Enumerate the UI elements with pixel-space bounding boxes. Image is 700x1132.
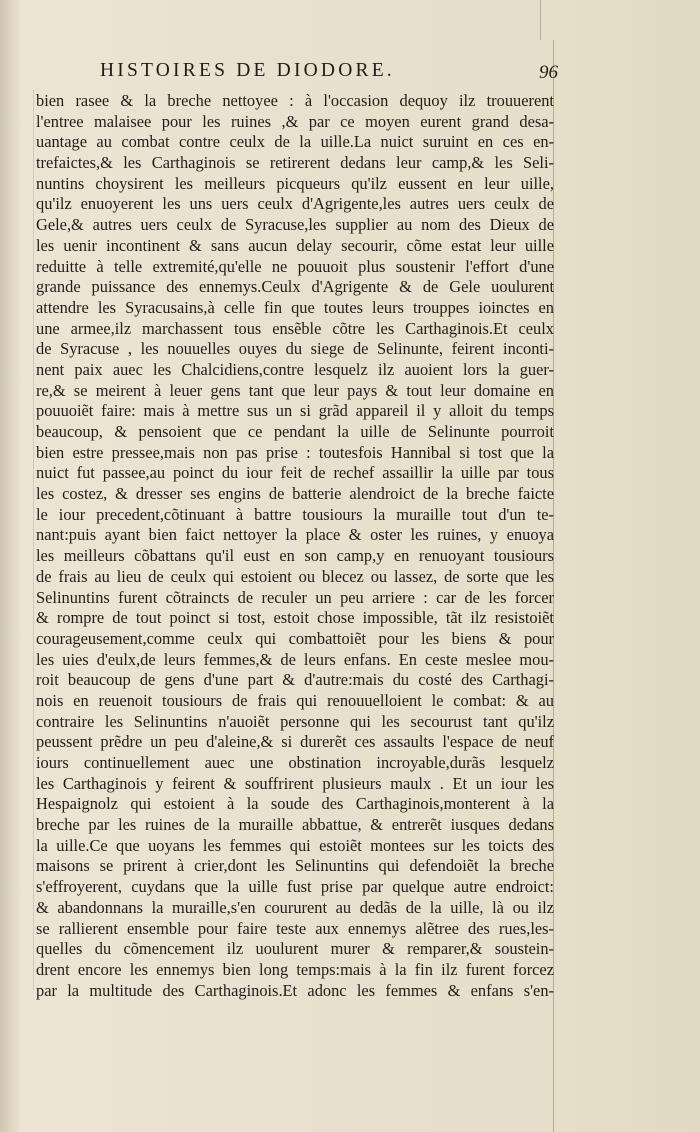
text-line: maisons se prirent à crier,dont les Selinuntins qui defendoiẽt la breche <box>36 856 554 876</box>
text-line: de frais au lieu de ceulx qui estoient ou blecez ou lassez, de sorte que les <box>36 566 554 586</box>
text-line: contraire les Selinuntins n'auoiẽt personne qui les secourust tant qu'ilz <box>36 711 554 731</box>
text-line: une armee,ilz marchassent tous ensẽble cõtre les Carthaginois.Et ceulx <box>36 318 554 338</box>
text-line: grande puissance des ennemys.Ceulx d'Agrigente & de Gele uoulurent <box>36 277 554 297</box>
text-line: les uies d'eulx,de leurs femmes,& de leurs enfans. En ceste meslee mou- <box>36 649 554 669</box>
text-line: s'effroyerent, cuydans que la uille fust prise par quelque autre endroict: <box>36 877 554 897</box>
text-line: Selinuntins furent cõtraincts de reculer un peu arriere : car de les forcer <box>36 587 554 607</box>
text-line: roit beaucoup de gens d'une part & d'autre:mais du costé des Carthagi- <box>36 670 554 690</box>
page-number: 96 <box>539 62 558 83</box>
body-text <box>36 91 554 1001</box>
text-line: les meilleurs cõbattans qu'il eust en son camp,y en renuoyant tousiours <box>36 546 554 566</box>
text-line: iours continuellement auec une obstination incroyable,durãs lesquelz <box>36 753 554 772</box>
text-line: beaucoup, & pensoient que ce pendant la uille de Selinunte pourroit <box>36 422 554 441</box>
text-line: la uille.Ce que uoyans les femmes qui estoiẽt montees sur les toicts des <box>36 835 554 855</box>
text-line: nuntins choysirent les meilleurs picqueurs qu'ilz eussent en leur uille, <box>36 173 554 193</box>
text-line: drent encore les ennemys bien long temps:mais à la fin ilz furent forcez <box>36 959 554 979</box>
text-line: peussent prẽdre un peu d'aleine,& si durerẽt ces assaults l'espace de neuf <box>36 732 554 752</box>
frame-rule-top <box>540 0 541 40</box>
page-gutter-shadow <box>0 0 22 1132</box>
text-line: Hespaignolz qui estoient à la soude des Carthaginois,monterent à la <box>36 794 554 814</box>
text-line: reduitte à telle extremité,qu'elle ne pouuoit plus soustenir l'effort d'une <box>36 256 554 276</box>
text-line: trefaictes,& les Carthaginois se retirerent dedans leur camp,& les Seli- <box>36 153 554 173</box>
text-line: breche par les ruines de la muraille abbattue, & entrerẽt iusques dedans <box>36 815 554 835</box>
text-line: de Syracuse , les nouuelles ouyes du siege de Selinunte, feirent inconti- <box>36 339 554 359</box>
text-line: les uenir incontinent & sans aucun delay secourir, cõme estat leur uille <box>36 235 554 255</box>
text-line: se rallierent ensemble pour faire teste aux ennemys alẽtree des rues,les- <box>36 918 554 938</box>
text-line: qu'ilz enuoyerent les uns uers ceulx d'Agrigente,les autres uers ceulx de <box>36 194 554 214</box>
text-line: Gele,& autres uers ceulx de Syracuse,les supplier au nom des Dieux de <box>36 215 554 235</box>
text-line: quelles du cõmencement ilz uoulurent murer & remparer,& soustein- <box>36 939 554 959</box>
text-line: courageusement,comme ceulx qui combattoiẽt pour les biens & pour <box>36 628 554 648</box>
text-line: les Carthaginois y feirent & souffrirent plusieurs maulx . Et un iour les <box>36 773 554 793</box>
text-line: bien rasee & la breche nettoyee : à l'occasion dequoy ilz trouuerent <box>36 91 554 110</box>
text-line: pouuoiẽt faire: mais à mettre sus un si grãd appareil il y alloit du temps <box>36 401 554 421</box>
text-line: & abandonnans la muraille,s'en coururent au dedãs de la uille, là ou ilz <box>36 897 554 917</box>
text-line: & rompre de tout poinct si tost, estoit chose impossible, tãt ilz resistoiẽt <box>36 608 554 628</box>
text-line: nuict fut passee,au poinct du iour feit de rechef assaillir la uille par tous <box>36 463 554 483</box>
text-line: bien estre pressee,mais non pas prise : toutesfois Hannibal si tost que la <box>36 442 554 462</box>
text-line: uantage au combat contre ceulx de la uille.La nuict suruint en ces en- <box>36 132 554 152</box>
page-header <box>100 60 570 90</box>
text-line: nant:puis ayant bien faict nettoyer la place & oster les ruines, y enuoya <box>36 525 554 545</box>
text-line: nent paix auec les Chalcidiens,contre lesquelz ilz auoient lors la guer- <box>36 359 554 379</box>
running-title: HISTOIRES DE DIODORE. <box>100 60 395 81</box>
text-line: l'entree malaisee pour les ruines ,& par ce moyen eurent grand desa- <box>36 111 554 131</box>
text-line: attendre les Syracusains,à celle fin que toutes leurs trouppes ioinctes en <box>36 297 554 317</box>
text-line: re,& se meirent à leuer gens tant que leur pays & tout leur domaine en <box>36 380 554 400</box>
text-line: nois en reuenoit tousiours de frais qui renouuelloient le combat: & au <box>36 690 554 710</box>
frame-rule-left <box>33 90 34 990</box>
text-line: les costez, & dresser ses engins de batterie alendroict de la breche faicte <box>36 484 554 504</box>
text-line: par la multitude des Carthaginois.Et adonc les femmes & enfans s'en- <box>36 980 554 1000</box>
text-line: le iour precedent,cõtinuant à battre tousiours la muraille tout d'un te- <box>36 504 554 524</box>
